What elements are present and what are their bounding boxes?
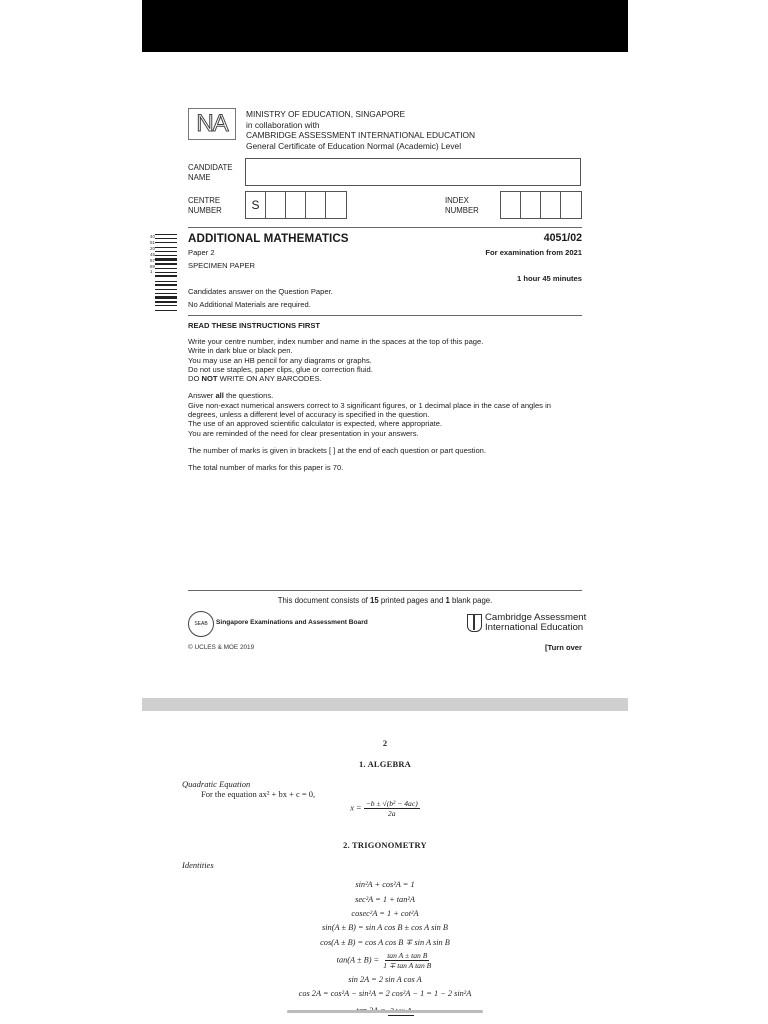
no-materials-note: No Additional Materials are required. <box>188 300 311 309</box>
read-first-heading: READ THESE INSTRUCTIONS FIRST <box>188 321 321 330</box>
paper-code: 4051/02 <box>543 232 582 244</box>
instruction-line: You are reminded of the need for clear presentation in your answers. <box>188 428 419 438</box>
barcode-stripe <box>155 268 177 269</box>
identity-line: sin 2A = 2 sin A cos A <box>348 975 422 984</box>
barcode-stripe <box>155 247 177 248</box>
barcode-image <box>155 234 177 312</box>
instruction-line: degrees, unless a different level of accuracy is specified in the question. <box>188 410 430 420</box>
centre-prefix: S <box>246 192 266 218</box>
exam-from: For examination from 2021 <box>485 248 582 257</box>
instruction-line: Do not use staples, paper clips, glue or correction fluid. <box>188 364 373 374</box>
header-line: General Certificate of Education Normal (Academic) Level <box>246 140 462 151</box>
barcode-stripe <box>155 284 177 285</box>
identities-heading: Identities <box>182 860 214 870</box>
section-heading-trigonometry: 2. TRIGONOMETRY <box>343 840 427 850</box>
barcode-stripe <box>155 258 177 260</box>
turn-over-label: [Turn over <box>545 643 582 652</box>
specimen-label: SPECIMEN PAPER <box>188 261 255 270</box>
centre-digit-box[interactable] <box>266 192 286 218</box>
divider-line <box>188 227 582 228</box>
answer-on-note: Candidates answer on the Question Paper. <box>188 287 333 296</box>
instruction-line: Write your centre number, index number and name in the spaces at the top of this page. <box>188 337 484 346</box>
barcode-stripe <box>155 234 177 235</box>
exam-header <box>246 109 475 151</box>
instruction-line: You may use an HB pencil for any diagrams or graphs. <box>188 355 372 365</box>
seab-name: Singapore Examinations and Assessment Board <box>216 619 368 626</box>
cambridge-shield-icon <box>467 614 482 632</box>
barcode-stripe <box>155 293 177 294</box>
centre-number-label: CENTRE NUMBER <box>188 196 222 215</box>
page-number: 2 <box>382 738 388 748</box>
barcode-stripe <box>155 310 177 311</box>
cambridge-name: Cambridge Assessment International Education <box>485 612 587 634</box>
identity-line: sec²A = 1 + tan²A <box>355 895 415 904</box>
index-number-label: INDEX NUMBER <box>445 196 479 215</box>
scroll-indicator[interactable] <box>287 1010 483 1013</box>
centre-number-boxes[interactable] <box>245 191 347 219</box>
quadratic-heading: Quadratic Equation <box>182 779 251 789</box>
divider-line <box>188 315 582 316</box>
barcode-stripe <box>155 289 177 290</box>
duration: 1 hour 45 minutes <box>517 274 582 283</box>
total-marks-note: The total number of marks for this paper is 70. <box>188 463 344 473</box>
index-digit-box[interactable] <box>541 192 561 218</box>
viewer-top-bar <box>142 0 628 52</box>
barcode-stripe <box>155 251 177 252</box>
instruction-line: Write in dark blue or black pen. <box>188 346 293 356</box>
identity-line: cos 2A = cos²A − sin²A = 2 cos²A − 1 = 1 − 2 sin²A <box>298 989 472 998</box>
instruction-line: Answer all the questions. <box>188 391 274 401</box>
centre-digit-box[interactable] <box>286 192 306 218</box>
page-separator <box>142 698 628 711</box>
barcode-stripe <box>155 296 177 298</box>
instruction-line: DO NOT WRITE ON ANY BARCODES. <box>188 374 322 384</box>
centre-digit-box[interactable] <box>306 192 326 218</box>
barcode-stripe <box>155 301 177 302</box>
header-line: MINISTRY OF EDUCATION, SINGAPORE <box>246 109 406 119</box>
barcode-digits: 4051204567891 <box>150 234 156 275</box>
tan-sum-identity: tan(A ± B) = $\frac{\text{tan A ± tan B}}{\text{1 ∓ tan A tan B}}$ <box>336 951 432 970</box>
centre-digit-box[interactable] <box>326 192 346 218</box>
document-page-2 <box>142 711 628 1024</box>
barcode-stripe <box>155 275 177 276</box>
barcode-stripe <box>155 242 177 243</box>
candidate-name-label: CANDIDATE NAME <box>188 163 233 182</box>
candidate-name-field[interactable] <box>245 158 581 186</box>
barcode-stripe <box>155 272 177 273</box>
barcode-stripe <box>155 263 177 264</box>
header-line: in collaboration with <box>246 119 320 130</box>
header-line: CAMBRIDGE ASSESSMENT INTERNATIONAL EDUCATION <box>246 130 476 140</box>
identity-line: sin²A + cos²A = 1 <box>355 880 415 889</box>
seab-logo-icon: SEAB <box>188 611 214 637</box>
paper-number: Paper 2 <box>188 248 215 257</box>
index-digit-box[interactable] <box>521 192 541 218</box>
identity-line: sin(A ± B) = sin A cos B ± cos A sin B <box>322 923 448 932</box>
quadratic-text: For the equation ax² + bx + c = 0, <box>201 789 316 799</box>
index-digit-box[interactable] <box>501 192 521 218</box>
section-heading-algebra: 1. ALGEBRA <box>358 759 412 769</box>
index-number-boxes[interactable] <box>500 191 582 219</box>
identity-line: cos(A ± B) = cos A cos B ∓ sin A sin B <box>320 938 450 947</box>
barcode-stripe <box>155 238 177 239</box>
barcode-stripe <box>155 255 177 256</box>
quadratic-formula: x = $\frac{\text{−b ± √(b² − 4ac)}}{2a}$ <box>350 799 418 818</box>
barcode-stripe <box>155 281 177 282</box>
instruction-line: Give non-exact numerical answers correct to 3 significant figures, or 1 decimal place in the case of angles in <box>188 400 551 410</box>
copyright: © UCLES & MOE 2019 <box>188 644 255 651</box>
barcode-stripe <box>155 305 177 306</box>
footer-divider <box>188 590 582 591</box>
document-page-1 <box>142 52 628 698</box>
marks-note: The number of marks is given in brackets [ ] at the end of each question or part question. <box>188 445 487 455</box>
index-digit-box[interactable] <box>561 192 581 218</box>
instruction-line: The use of an approved scientific calculator is expected, where appropriate. <box>188 419 443 429</box>
identity-line: cosec²A = 1 + cot²A <box>351 909 419 918</box>
page-count-note: This document consists of 15 printed pages and 1 blank page. <box>277 596 493 605</box>
na-logo: NA <box>188 108 236 140</box>
instructions-block <box>188 337 588 473</box>
subject-title: ADDITIONAL MATHEMATICS <box>188 232 349 245</box>
